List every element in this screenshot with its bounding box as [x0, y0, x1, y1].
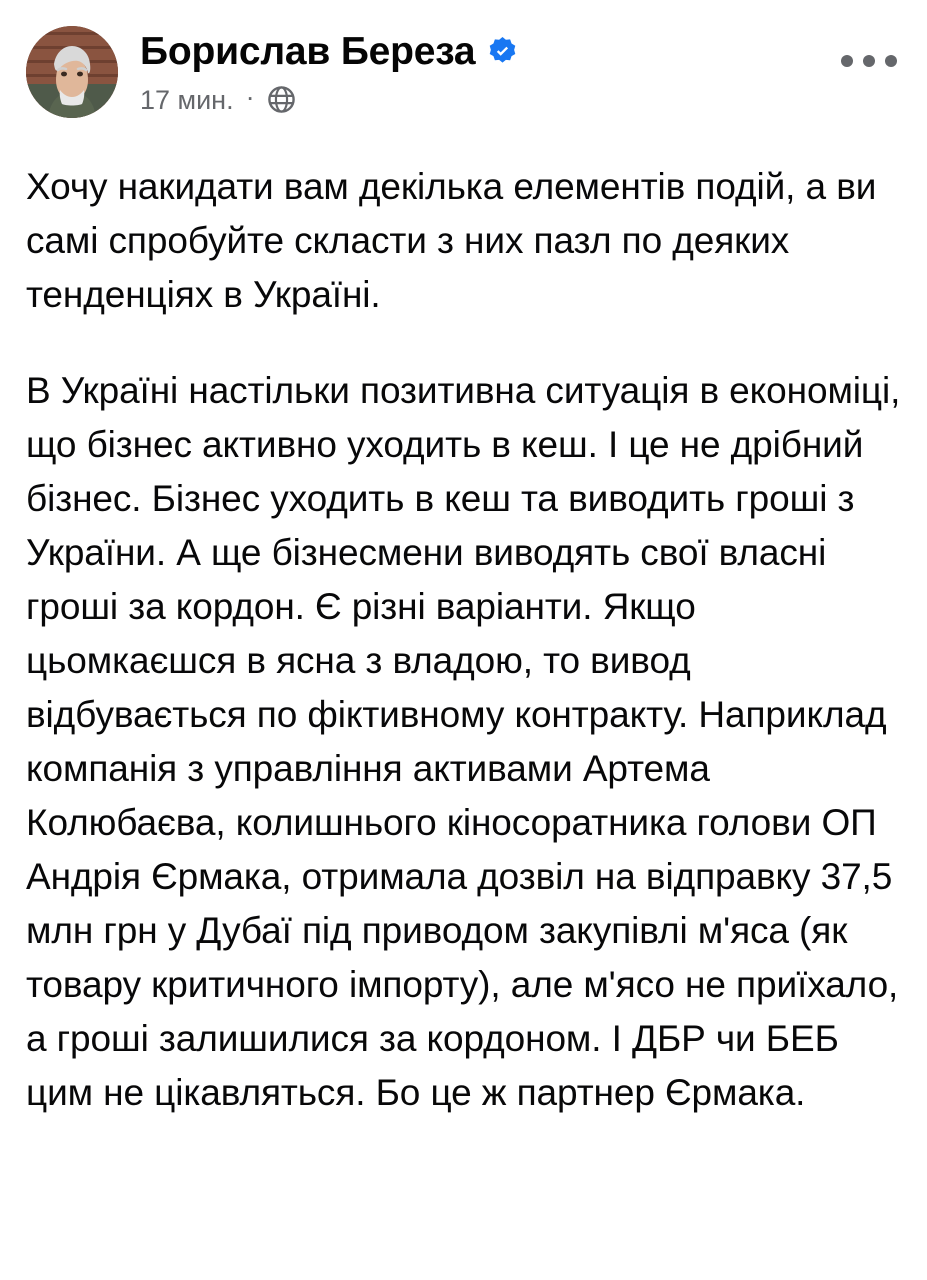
ellipsis-dot-2 [863, 55, 875, 67]
avatar[interactable] [26, 26, 118, 118]
author-name[interactable]: Борислав Береза [140, 30, 476, 73]
post-paragraph-2: В Україні настільки позитивна ситуація в економіці, що бізнес активно уходить в кеш. І це не дрібний бізнес. Бізнес уходить в кеш та виводить гроші з України. А ще бізнесмени виводять свої власні гроші за кордон. Є різні варіанти. Якщо цьомкаєшся в ясна з владою, то вивод відбувається по фіктивному контракту. Наприклад компанія з управління активами Артема Колюбаєва, колишнього кіносоратника голови ОП Андрія Єрмака, отримала дозвіл на відправку 37,5 млн грн у Дубаї під приводом закупівлі м'яса (як товару критичного імпорту), але м'ясо не приїхало, а гроші залишилися за кордоном. І ДБР чи БЕБ цим не цікавляться. Бо це ж партнер Єрмака. [26, 370, 901, 1114]
post-paragraph-1: Хочу накидати вам декілька елементів подій, а ви самі спробуйте скласти з них пазл по деяких тенденціях в Україні. [26, 166, 877, 316]
author-name-row [140, 30, 901, 74]
post-header [26, 26, 901, 134]
globe-icon[interactable] [267, 85, 296, 114]
ellipsis-dot-3 [885, 55, 897, 67]
post-author-block [140, 26, 901, 116]
ellipsis-dot-1 [841, 55, 853, 67]
post-timestamp[interactable]: 17 мин. [140, 84, 234, 115]
post-meta [140, 84, 901, 116]
post-options-menu-button[interactable] [841, 44, 897, 78]
post-text [26, 160, 901, 1144]
meta-separator: · [245, 82, 255, 113]
verified-badge-icon [487, 36, 518, 67]
